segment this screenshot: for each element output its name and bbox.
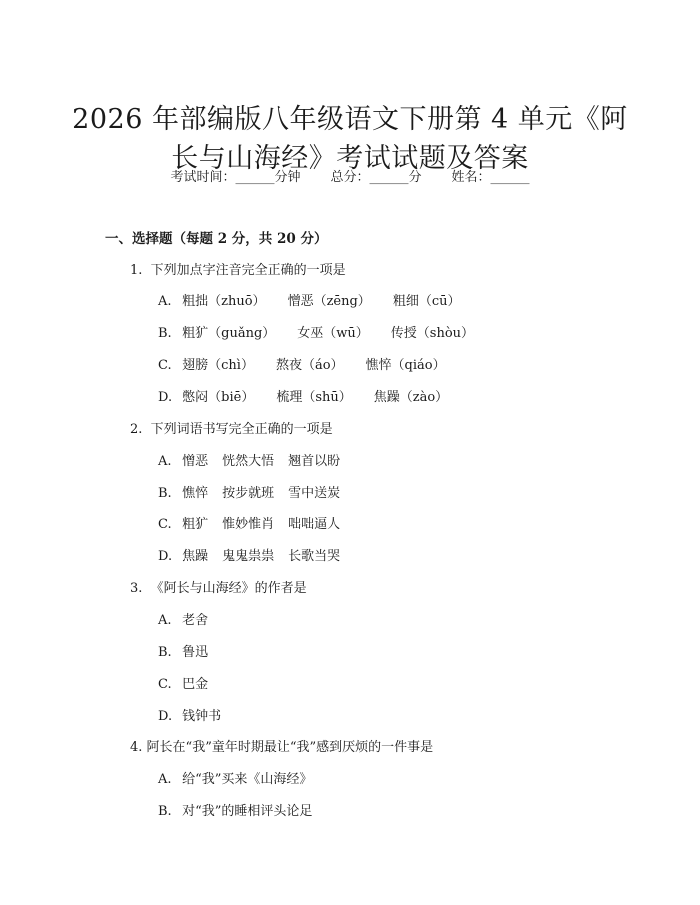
question-number: 2. [130,422,143,437]
option-item: 巴金 [182,677,209,692]
option-item: 憎恶（zēng） [287,294,371,309]
question-2 [130,420,333,440]
question-1 [130,261,346,281]
option-1c [158,356,468,376]
option-2d [158,547,362,567]
option-letter: D. [158,709,173,724]
option-item: 鬼鬼祟祟 [222,549,275,564]
option-item: 憎恶 [182,454,209,469]
exam-time-field: 考试时间：______分钟 [170,170,301,185]
option-1a [158,292,482,312]
question-number: 4. [130,740,143,755]
question-number: 3. [130,581,143,596]
option-item: 憔悴 [182,486,209,501]
option-item: 粗犷 [182,517,209,532]
option-letter: C. [158,677,172,692]
option-letter: B. [158,804,172,819]
option-item: 翅膀（chì） [182,358,254,373]
option-3b [158,643,230,663]
option-2c [158,515,362,535]
option-item: 按步就班 [222,486,275,501]
title-line-1: 2026 年部编版八年级语文下册第 4 单元《阿 [72,104,628,136]
option-1b [158,324,496,344]
option-4a [158,770,334,790]
question-number: 1. [130,263,143,278]
question-text: 阿长在“我”童年时期最让“我”感到厌烦的一件事是 [146,740,434,755]
option-item: 粗细（cū） [392,294,461,309]
option-letter: A. [158,454,172,469]
option-item: 焦躁（zào） [373,390,449,405]
option-2b [158,484,362,504]
question-text: 下列加点字注音完全正确的一项是 [150,263,346,278]
document-title [60,100,640,178]
option-letter: B. [158,645,172,660]
option-item: 梳理（shū） [276,390,352,405]
option-3c [158,675,230,695]
option-4b [158,802,334,822]
option-item: 粗拙（zhuō） [182,294,266,309]
option-letter: C. [158,517,172,532]
option-letter: B. [158,486,172,501]
option-item: 粗犷（guǎng） [182,326,276,341]
option-item: 传授（shòu） [390,326,475,341]
option-item: 憋闷（biē） [182,390,255,405]
option-item: 雪中送炭 [288,486,341,501]
option-item: 鲁迅 [182,645,209,660]
option-letter: A. [158,613,172,628]
total-score-field: 总分：______分 [330,170,422,185]
option-item: 女巫（wū） [297,326,369,341]
question-text: 下列词语书写完全正确的一项是 [150,422,333,437]
option-letter: D. [158,549,173,564]
option-item: 熬夜（áo） [275,358,344,373]
option-item: 对“我”的睡相评头论足 [182,804,313,819]
option-item: 老舍 [182,613,209,628]
option-letter: C. [158,358,172,373]
option-item: 憔悴（qiáo） [365,358,446,373]
title-line-2: 长与山海经》考试试题及答案 [171,143,529,175]
option-3a [158,611,230,631]
option-letter: D. [158,390,173,405]
option-letter: A. [158,772,172,787]
question-text: 《阿长与山海经》的作者是 [150,581,307,596]
option-letter: B. [158,326,172,341]
student-name-field: 姓名：______ [451,170,530,185]
option-item: 惟妙惟肖 [222,517,275,532]
exam-info-bar [0,168,700,188]
option-2a [158,452,362,472]
question-3 [130,579,307,599]
option-item: 翘首以盼 [288,454,341,469]
option-item: 焦躁 [182,549,209,564]
option-item: 咄咄逼人 [288,517,341,532]
option-item: 给“我”买来《山海经》 [182,772,313,787]
section-title: 一、选择题（每题 2 分，共 20 分） [105,231,328,247]
option-item: 钱钟书 [182,709,222,724]
option-item: 长歌当哭 [288,549,341,564]
option-item: 恍然大悟 [222,454,275,469]
question-4 [130,738,433,758]
option-1d [158,388,470,408]
option-letter: A. [158,294,172,309]
option-3d [158,707,243,727]
